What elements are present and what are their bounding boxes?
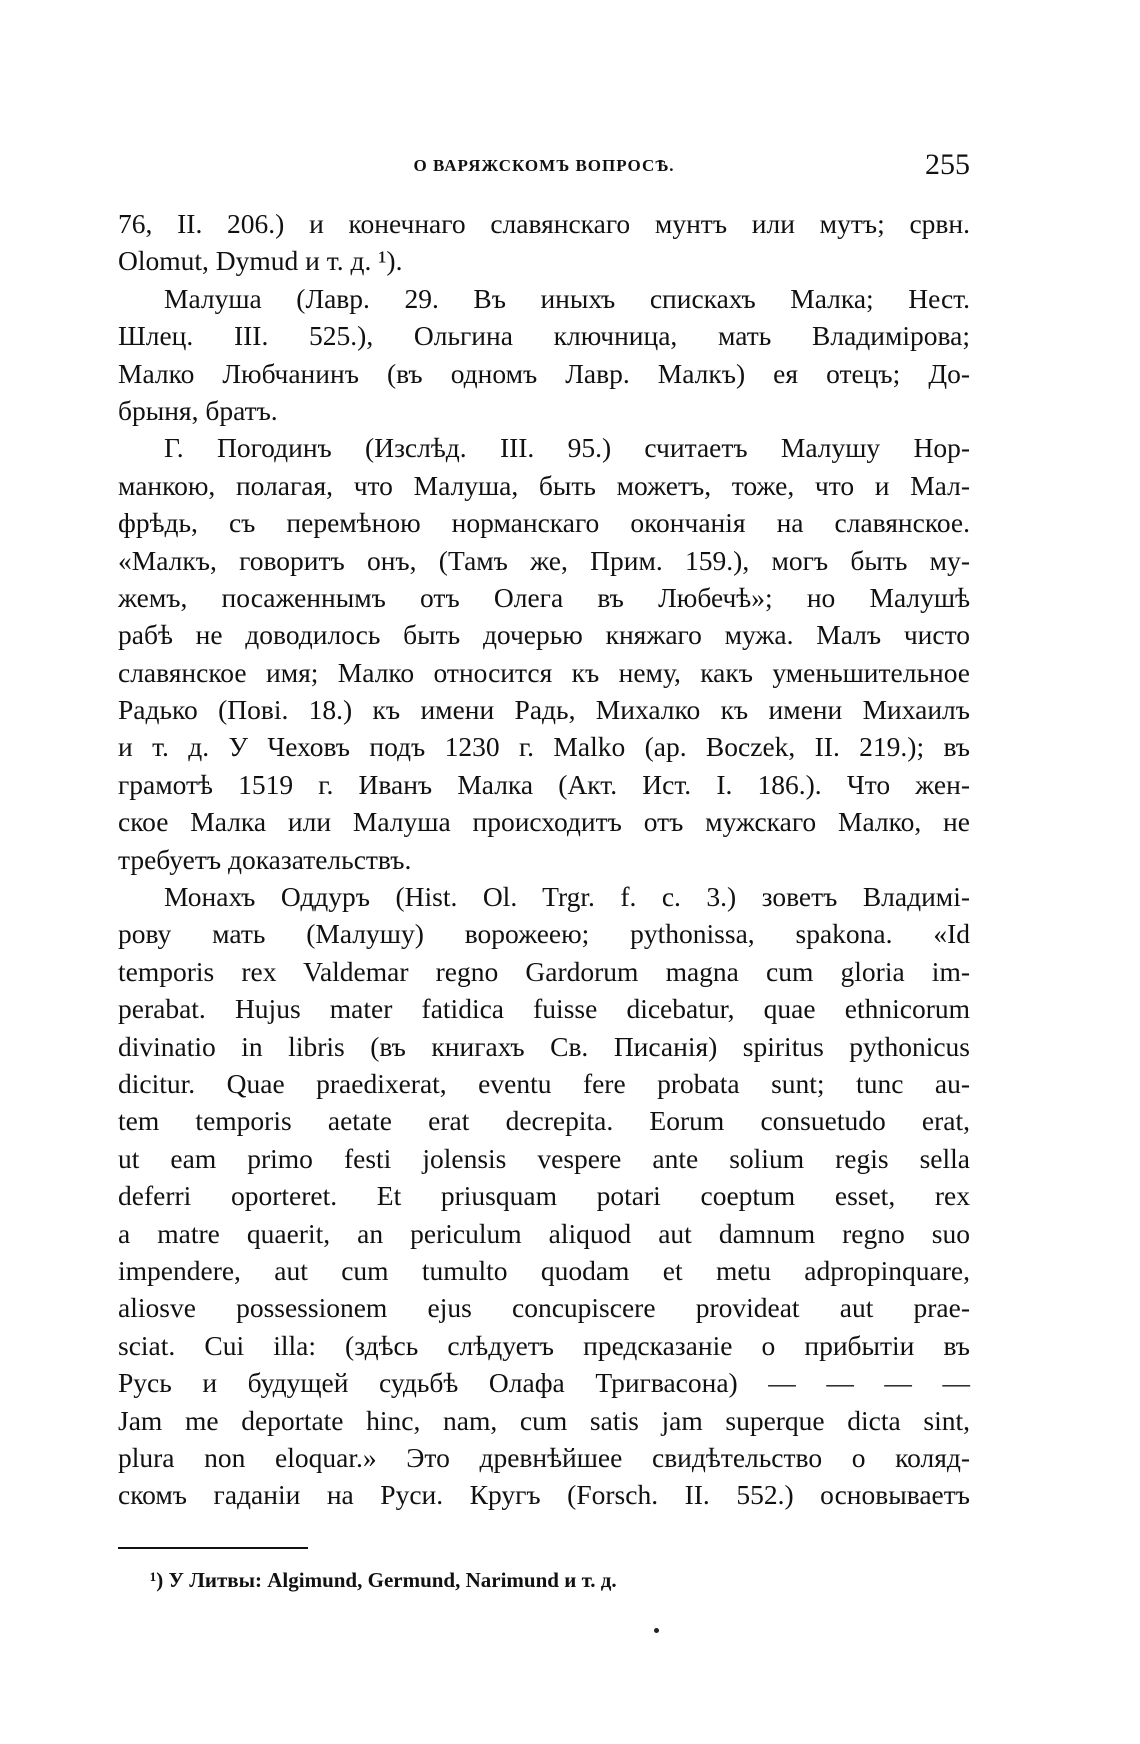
text-line: impendere, aut cum tumulto quodam et metu adpropinquare, — [118, 1254, 970, 1286]
text-line: Jam me deportate hinc, nam, cum satis jam superque dicta sint, — [118, 1404, 970, 1436]
text-line: манкою, полагая, что Малуша, быть можетъ, тоже, что и Мал- — [118, 469, 970, 501]
text-line: ское Малка или Малуша происходитъ отъ мужскаго Малко, не — [118, 806, 970, 838]
text-line: славянское имя; Малко относится къ нему, какъ уменьшительное — [118, 656, 970, 688]
text-line: Русь и будущей судьбѣ Олафа Тригвасона) — — — — — [118, 1367, 970, 1399]
text-line: tem temporis aetate erat decrepita. Eorum consuetudo erat, — [118, 1105, 970, 1137]
text-line: deferri oporteret. Et priusquam potari coeptum esset, rex — [118, 1180, 970, 1212]
text-line: Монахъ Оддуръ (Hist. Ol. Trgr. f. c. 3.) зоветъ Владимі- — [164, 881, 970, 913]
text-line: рабѣ не доводилось быть дочерью княжаго мужа. Малъ чисто — [118, 619, 970, 651]
text-line: жемъ, посаженнымъ отъ Олега въ Любечѣ»; но Малушѣ — [118, 581, 970, 613]
text-line: скомъ гаданіи на Руси. Кругъ (Forsch. II. 552.) основываетъ — [118, 1479, 970, 1511]
text-line: a matre quaerit, an periculum aliquod aut damnum regno suo — [118, 1217, 970, 1249]
page-header — [118, 148, 970, 188]
text-line: ut eam primo festi jolensis vespere ante solium regis sella — [118, 1142, 970, 1174]
text-line: Малуша (Лавр. 29. Въ иныхъ спискахъ Малка; Нест. — [164, 282, 970, 314]
running-title: О ВАРЯЖСКОМЪ ВОПРОСѢ. — [413, 156, 675, 175]
text-line: фрѣдь, съ перемѣною норманскаго окончанія на славянское. — [118, 507, 970, 539]
text-line: и т. д. У Чеховъ подъ 1230 г. Malko (ap. Boczek, II. 219.); въ — [118, 731, 970, 763]
text-line: plura non eloquar.» Это древнѣйшее свидѣтельство о коляд- — [118, 1441, 970, 1473]
text-line: грамотѣ 1519 г. Иванъ Малка (Акт. Ист. I. 186.). Что жен- — [118, 768, 970, 800]
text-line: рову мать (Малушу) ворожеею; pythonissa, spakona. «Id — [118, 918, 970, 950]
text-line: 76, II. 206.) и конечнаго славянскаго мунтъ или мутъ; срвн. — [118, 208, 970, 239]
text-line: sciat. Cui illa: (здѣсь слѣдуетъ предсказаніе о прибытіи въ — [118, 1329, 970, 1361]
body-text — [118, 205, 970, 1514]
text-line: perabat. Hujus mater fatidica fuisse dicebatur, quae ethnicorum — [118, 993, 970, 1025]
text-line: брыня, братъ. — [118, 394, 278, 426]
page-number: 255 — [925, 148, 970, 181]
text-line: «Малкъ, говоритъ онъ, (Тамъ же, Прим. 159.), могъ быть му- — [118, 544, 970, 576]
text-line: Малко Любчанинъ (въ одномъ Лавр. Малкъ) ея отецъ; До- — [118, 357, 970, 389]
text-line: dicitur. Quae praedixerat, eventu fere probata sunt; tunc au- — [118, 1067, 970, 1099]
print-speck — [654, 1628, 659, 1633]
text-line: Шлец. III. 525.), Ольгина ключница, мать Владимірова; — [118, 320, 970, 352]
text-line: Г. Погодинъ (Изслѣд. III. 95.) считаетъ Малушу Нор- — [164, 432, 970, 464]
text-line: Olomut, Dymud и т. д. ¹). — [118, 245, 403, 277]
text-line: divinatio in libris (въ книгахъ Св. Писанія) spiritus pythonicus — [118, 1030, 970, 1062]
text-line: требуетъ доказательствъ. — [118, 843, 412, 875]
text-line: temporis rex Valdemar regno Gardorum magna cum gloria im- — [118, 955, 970, 987]
footnote: ¹) У Литвы: Algimund, Germund, Narimund и т. д. — [150, 1568, 617, 1592]
text-line: aliosve possessionem ejus concupiscere provideat aut prae- — [118, 1292, 970, 1324]
footnote-divider — [118, 1547, 308, 1549]
text-line: Радько (Пові. 18.) къ имени Радь, Михалко къ имени Михаилъ — [118, 694, 970, 726]
